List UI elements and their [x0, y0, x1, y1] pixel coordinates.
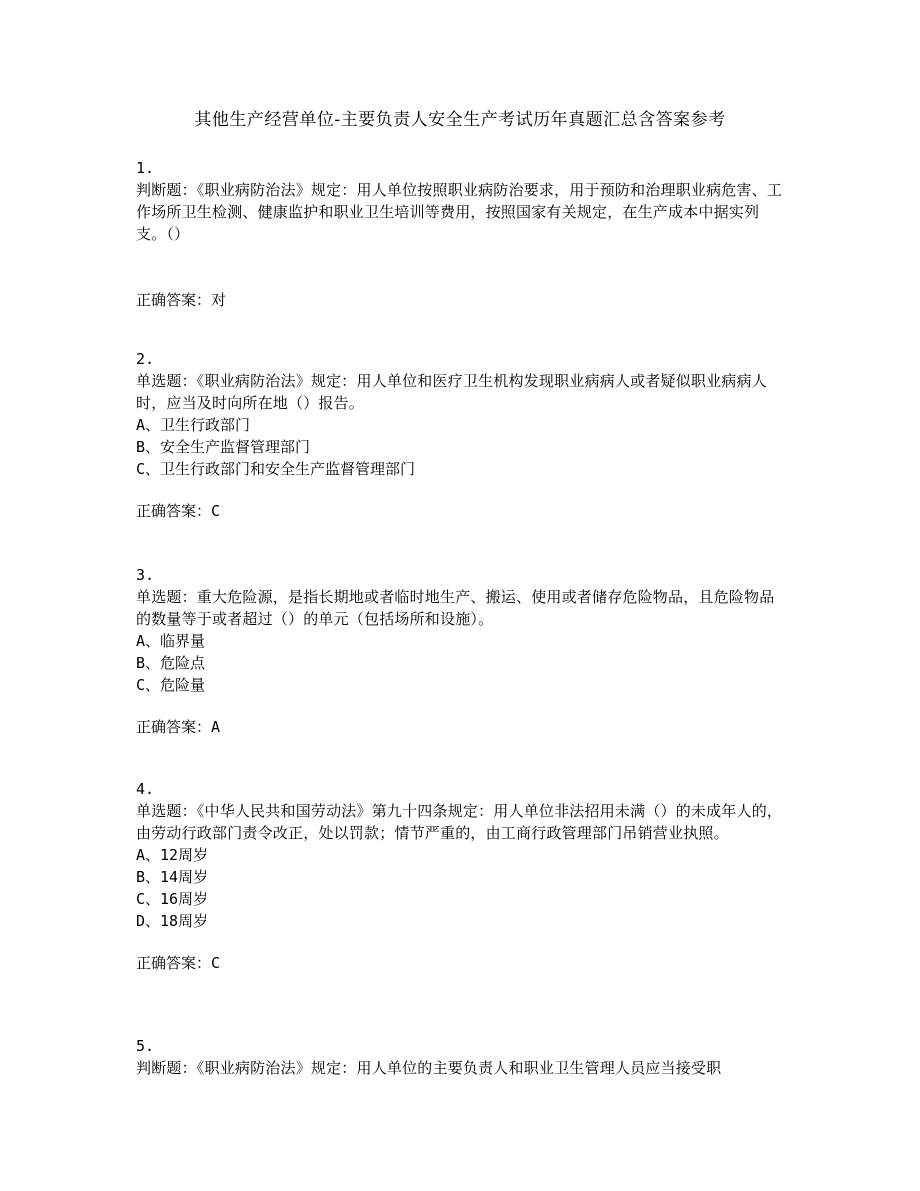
question-number: 5. — [136, 1037, 155, 1055]
correct-answer: 正确答案：C — [136, 954, 221, 972]
question-number: 2. — [136, 350, 155, 368]
option-c: C、16周岁 — [136, 890, 209, 908]
option-a: A、卫生行政部门 — [136, 416, 251, 434]
question-item — [136, 564, 786, 738]
question-number: 1. — [136, 159, 155, 177]
answer-block — [136, 952, 786, 974]
question-text: 判断题：《职业病防治法》规定：用人单位的主要负责人和职业卫生管理人员应当接受职 — [136, 1059, 722, 1077]
question-item — [136, 1035, 786, 1079]
option-c: C、危险量 — [136, 676, 206, 694]
question-number: 4. — [136, 780, 155, 798]
answer-block — [136, 716, 786, 738]
correct-answer: 正确答案：A — [136, 718, 221, 736]
question-item — [136, 157, 786, 311]
document-title: 其他生产经营单位-主要负责人安全生产考试历年真题汇总含答案参考 — [194, 110, 726, 130]
question-text: 判断题：《职业病防治法》规定：用人单位按照职业病防治要求，用于预防和治理职业病危害、工作场所卫生检测、健康监护和职业卫生培训等费用，按照国家有关规定，在生产成本中据实列支。（） — [136, 181, 783, 243]
option-d: D、18周岁 — [136, 912, 209, 930]
question-item — [136, 778, 786, 974]
option-a: A、12周岁 — [136, 846, 209, 864]
option-a: A、临界量 — [136, 632, 206, 650]
question-text: 单选题：《职业病防治法》规定：用人单位和医疗卫生机构发现职业病病人或者疑似职业病病人时，应当及时向所在地（）报告。 — [136, 372, 767, 412]
question-number: 3. — [136, 566, 155, 584]
question-text: 单选题：《中华人民共和国劳动法》第九十四条规定：用人单位非法招用未满（）的未成年人的，由劳动行政部门责令改正，处以罚款；情节严重的，由工商行政管理部门吊销营业执照。 — [136, 802, 783, 842]
question-text: 单选题：重大危险源，是指长期地或者临时地生产、搬运、使用或者储存危险物品，且危险物品的数量等于或者超过（）的单元（包括场所和设施）。 — [136, 588, 775, 628]
question-item — [136, 348, 786, 522]
option-b: B、危险点 — [136, 654, 206, 672]
option-b: B、14周岁 — [136, 868, 209, 886]
option-b: B、安全生产监督管理部门 — [136, 438, 311, 456]
answer-block — [136, 500, 786, 522]
correct-answer: 正确答案：对 — [136, 291, 227, 309]
correct-answer: 正确答案：C — [136, 502, 221, 520]
answer-block — [136, 289, 786, 311]
option-c: C、卫生行政部门和安全生产监督管理部门 — [136, 460, 416, 478]
